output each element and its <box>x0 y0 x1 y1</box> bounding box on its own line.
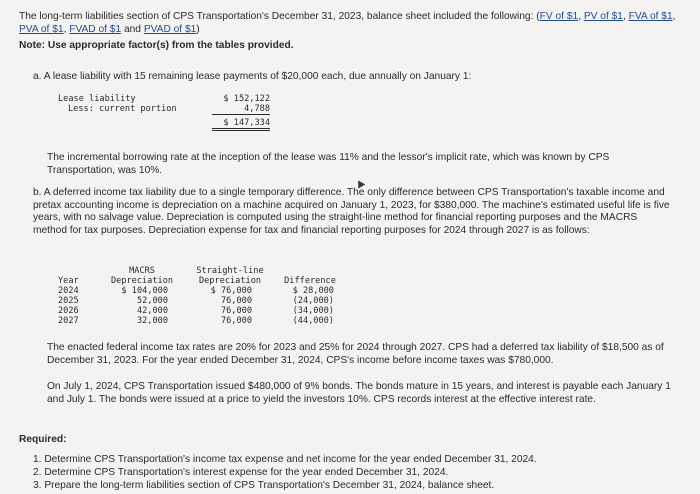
fvad-table-link[interactable]: FVAD of $1 <box>69 23 122 35</box>
lease-label: Lease liability <box>58 94 136 104</box>
table-row-year: 2025 <box>58 296 79 306</box>
pva-table-link[interactable]: PVA of $1 <box>19 23 64 35</box>
tax-rate-text: The enacted federal income tax rates are 20% for 2023 and 25% for 2024 through 2027. CPS had a deferred tax liability of $18,500 as of December 31, 2023. For the year ended December 31, 2024, CPS's income before income taxes was $780,000. <box>47 342 664 366</box>
table-row-year: 2024 <box>58 286 79 296</box>
table-row-macrs: 52,000 <box>136 296 168 306</box>
required-heading: Required: <box>19 434 67 445</box>
table-row-macrs: $ 104,000 <box>121 286 168 296</box>
current-portion-label: Less: current portion <box>68 104 177 114</box>
part-b-text: b. A deferred income tax liability due to a single temporary difference. The only difference between CPS Transportation's taxable income and pretax accounting income is depreciation on a machine acquired on January 1, 2023, for $380,000. The machine's estimated useful life is five years, with no salvage value. Depreciation is computed using the straight-line method for financial reporting purposes and the MACRS method for tax purposes. Depreciation expense for tax and financial reporting purposes for 2024 through 2027 is as follows: <box>33 187 670 236</box>
intro-paragraph: The long-term liabilities section of CPS Transportation's December 31, 2023, balance sheet included the following: (FV of $1, PV of $1, FVA of $1, PVA of $1, FVAD of $1 and PVAD of $1) <box>19 11 676 35</box>
part-a-text: a. A lease liability with 15 remaining lease payments of $20,000 each, due annually on January 1: <box>33 71 472 82</box>
macrs-depreciation-header: Depreciation <box>110 276 174 286</box>
bond-text: On July 1, 2024, CPS Transportation issued $480,000 of 9% bonds. The bonds mature in 15 years, and interest is payable each January 1 and July 1. The bonds were issued at a price to yield the investors 10%. CPS records interest at the effective interest rate. <box>47 381 671 405</box>
table-row-year: 2027 <box>58 316 79 326</box>
table-row-sl: $ 76,000 <box>210 286 252 296</box>
current-portion-value: 4,788 <box>212 104 270 115</box>
table-row-diff: (44,000) <box>292 316 334 326</box>
table-row-diff: (24,000) <box>292 296 334 306</box>
sl-depreciation-header: Depreciation <box>198 276 262 286</box>
difference-header: Difference <box>284 276 336 286</box>
lease-net-value: $ 147,334 <box>212 118 270 131</box>
table-row-diff: $ 28,000 <box>292 286 334 296</box>
required-item-2: 2. Determine CPS Transportation's interest expense for the year ended December 31, 2024. <box>33 467 449 478</box>
lease-value: $ 152,122 <box>223 94 270 104</box>
year-header: Year <box>58 276 79 286</box>
table-row-diff: (34,000) <box>292 306 334 316</box>
fva-table-link[interactable]: FVA of $1 <box>628 11 673 22</box>
pv-table-link[interactable]: PV of $1 <box>583 11 623 22</box>
table-row-macrs: 42,000 <box>136 306 168 316</box>
intro-text: The long-term liabilities section of CPS Transportation's December 31, 2023, balance sheet included the following: <box>19 11 534 22</box>
table-row-sl: 76,000 <box>220 316 252 326</box>
rate-text: The incremental borrowing rate at the inception of the lease was 11% and the lessor's implicit rate, which was known by CPS Transportation, was 10%. <box>47 152 610 176</box>
table-row-macrs: 32,000 <box>136 316 168 326</box>
pvad-table-link[interactable]: PVAD of $1 <box>143 23 197 35</box>
note-text: Note: Use appropriate factor(s) from the tables provided. <box>19 40 294 51</box>
table-row-year: 2026 <box>58 306 79 316</box>
required-item-3: 3. Prepare the long-term liabilities section of CPS Transportation's December 31, 2024, balance sheet. <box>33 480 495 491</box>
fv-table-link[interactable]: FV of $1 <box>539 11 579 22</box>
required-item-1: 1. Determine CPS Transportation's income tax expense and net income for the year ended December 31, 2024. <box>33 454 537 465</box>
table-row-sl: 76,000 <box>220 306 252 316</box>
table-row-sl: 76,000 <box>220 296 252 306</box>
straight-line-header: Straight-line <box>196 266 264 276</box>
macrs-header: MACRS <box>129 266 155 276</box>
